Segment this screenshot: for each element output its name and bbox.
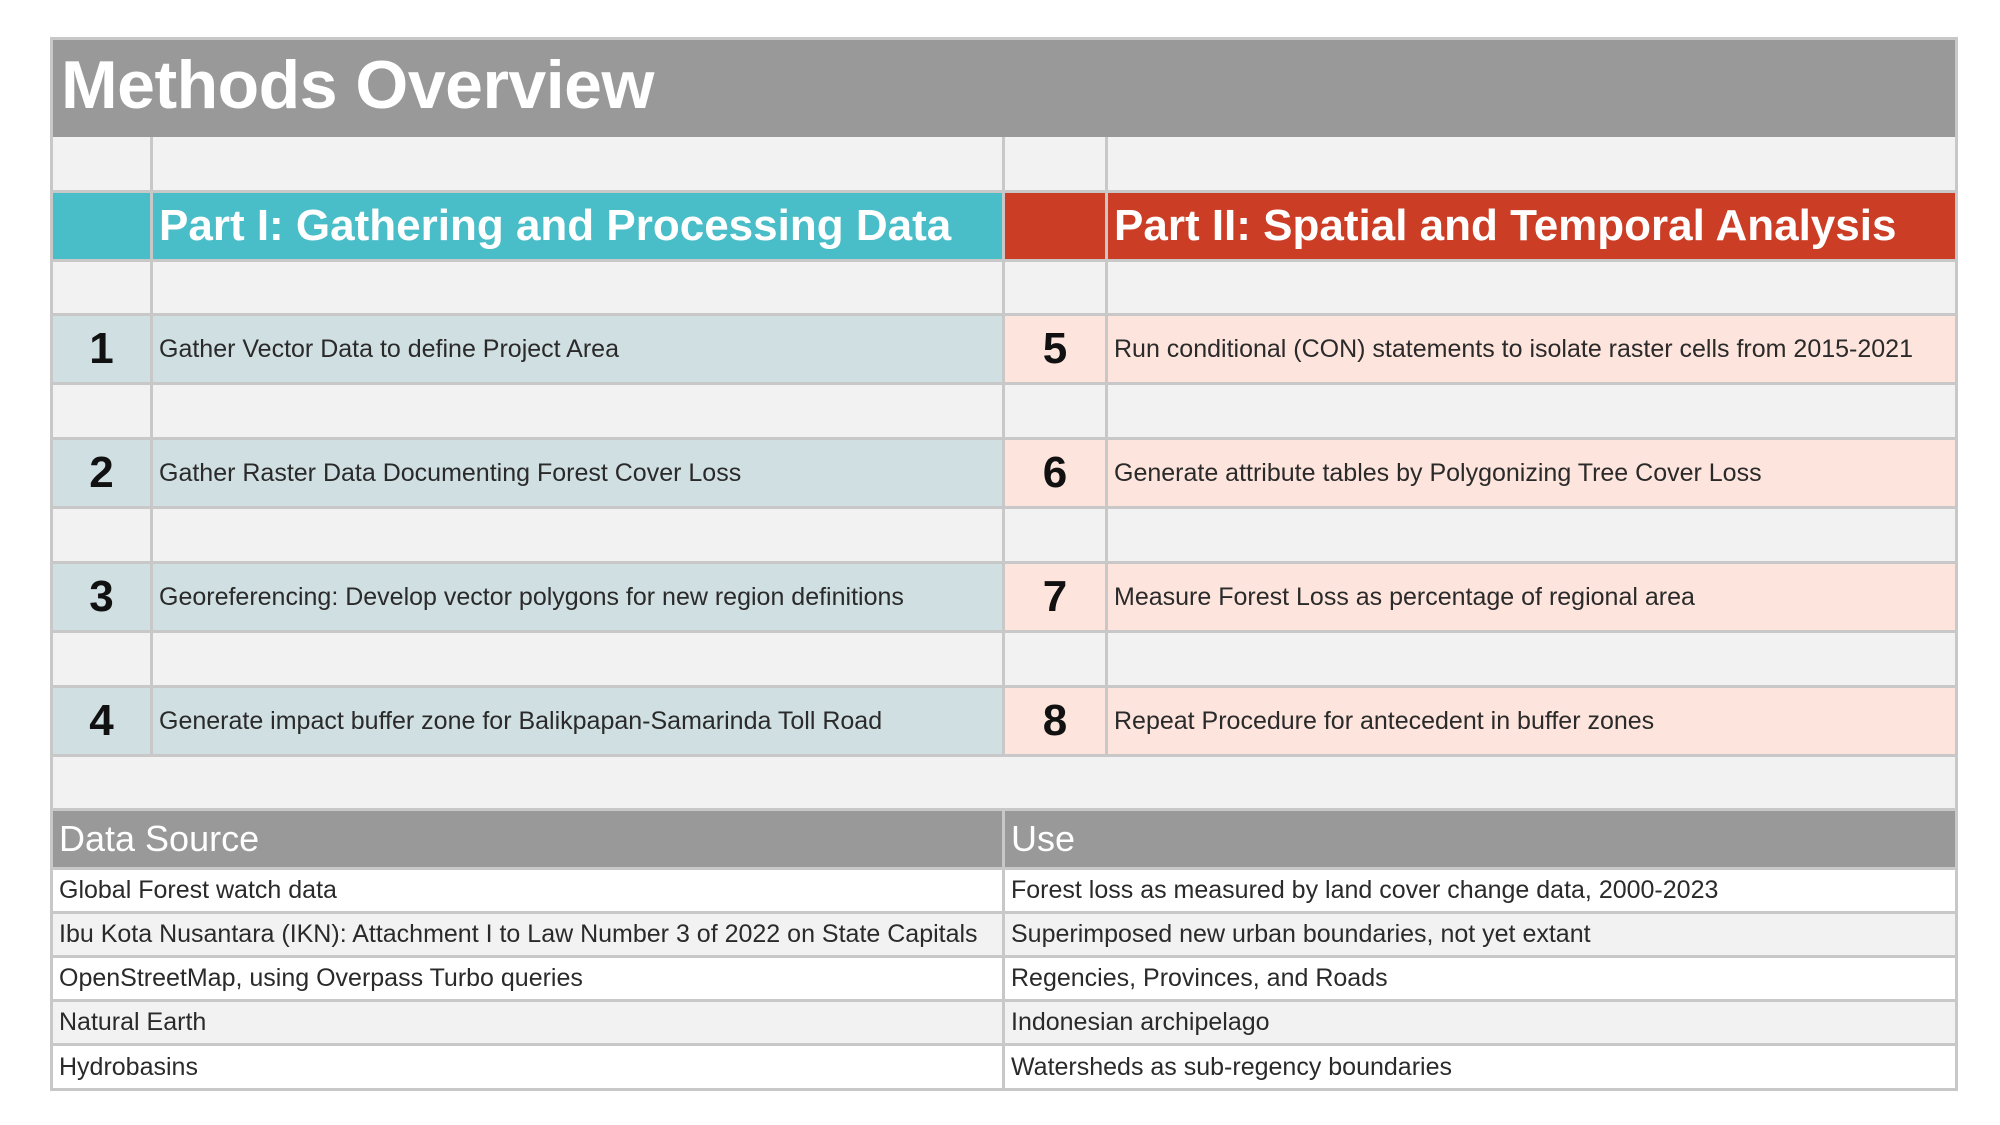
spacer-cell <box>50 137 153 193</box>
spacer-cell <box>50 385 153 440</box>
step-number: 6 <box>1005 440 1108 509</box>
use-cell: Indonesian archipelago <box>1005 1002 1958 1046</box>
spacer-cell <box>50 262 153 316</box>
step-text: Gather Vector Data to define Project Area <box>153 316 1005 385</box>
step-text: Generate attribute tables by Polygonizing Tree Cover Loss <box>1108 440 1958 509</box>
title-bar <box>50 37 1958 137</box>
step-number: 7 <box>1005 564 1108 633</box>
data-source-cell: Natural Earth <box>50 1002 1005 1046</box>
part-one-heading: Part I: Gathering and Processing Data <box>153 193 1005 262</box>
spacer-cell <box>1108 137 1958 193</box>
part-one-color-block <box>50 193 153 262</box>
part-two-heading: Part II: Spatial and Temporal Analysis <box>1108 193 1958 262</box>
data-source-cell: Hydrobasins <box>50 1046 1005 1091</box>
step-number: 1 <box>50 316 153 385</box>
spacer-cell <box>1005 509 1108 564</box>
use-cell: Watersheds as sub-regency boundaries <box>1005 1046 1958 1091</box>
step-number: 4 <box>50 688 153 757</box>
step-text: Generate impact buffer zone for Balikpapan-Samarinda Toll Road <box>153 688 1005 757</box>
spacer-cell <box>1005 137 1108 193</box>
step-number: 5 <box>1005 316 1108 385</box>
step-number: 8 <box>1005 688 1108 757</box>
spacer-cell <box>1005 262 1108 316</box>
spacer-cell <box>153 633 1005 688</box>
spacer-cell <box>50 509 153 564</box>
data-source-cell: OpenStreetMap, using Overpass Turbo queries <box>50 958 1005 1002</box>
spacer-cell <box>1108 509 1958 564</box>
spacer-cell <box>153 262 1005 316</box>
spacer-cell <box>1108 262 1958 316</box>
step-text: Measure Forest Loss as percentage of regional area <box>1108 564 1958 633</box>
step-text: Gather Raster Data Documenting Forest Cover Loss <box>153 440 1005 509</box>
use-header: Use <box>1005 811 1958 870</box>
step-text: Run conditional (CON) statements to isolate raster cells from 2015-2021 <box>1108 316 1958 385</box>
use-cell: Superimposed new urban boundaries, not yet extant <box>1005 914 1958 958</box>
spacer-row <box>50 757 1958 811</box>
spacer-cell <box>153 137 1005 193</box>
page-title: Methods Overview <box>61 47 654 123</box>
step-number: 3 <box>50 564 153 633</box>
data-source-header: Data Source <box>50 811 1005 870</box>
spacer-cell <box>1005 633 1108 688</box>
use-cell: Regencies, Provinces, and Roads <box>1005 958 1958 1002</box>
spacer-cell <box>1005 385 1108 440</box>
step-text: Georeferencing: Develop vector polygons for new region definitions <box>153 564 1005 633</box>
part-two-color-block <box>1005 193 1108 262</box>
data-source-cell: Global Forest watch data <box>50 870 1005 914</box>
spacer-cell <box>153 385 1005 440</box>
spacer-cell <box>50 633 153 688</box>
step-number: 2 <box>50 440 153 509</box>
use-cell: Forest loss as measured by land cover change data, 2000-2023 <box>1005 870 1958 914</box>
data-source-cell: Ibu Kota Nusantara (IKN): Attachment I to Law Number 3 of 2022 on State Capitals <box>50 914 1005 958</box>
spacer-cell <box>153 509 1005 564</box>
spacer-cell <box>1108 385 1958 440</box>
step-text: Repeat Procedure for antecedent in buffer zones <box>1108 688 1958 757</box>
spacer-cell <box>1108 633 1958 688</box>
